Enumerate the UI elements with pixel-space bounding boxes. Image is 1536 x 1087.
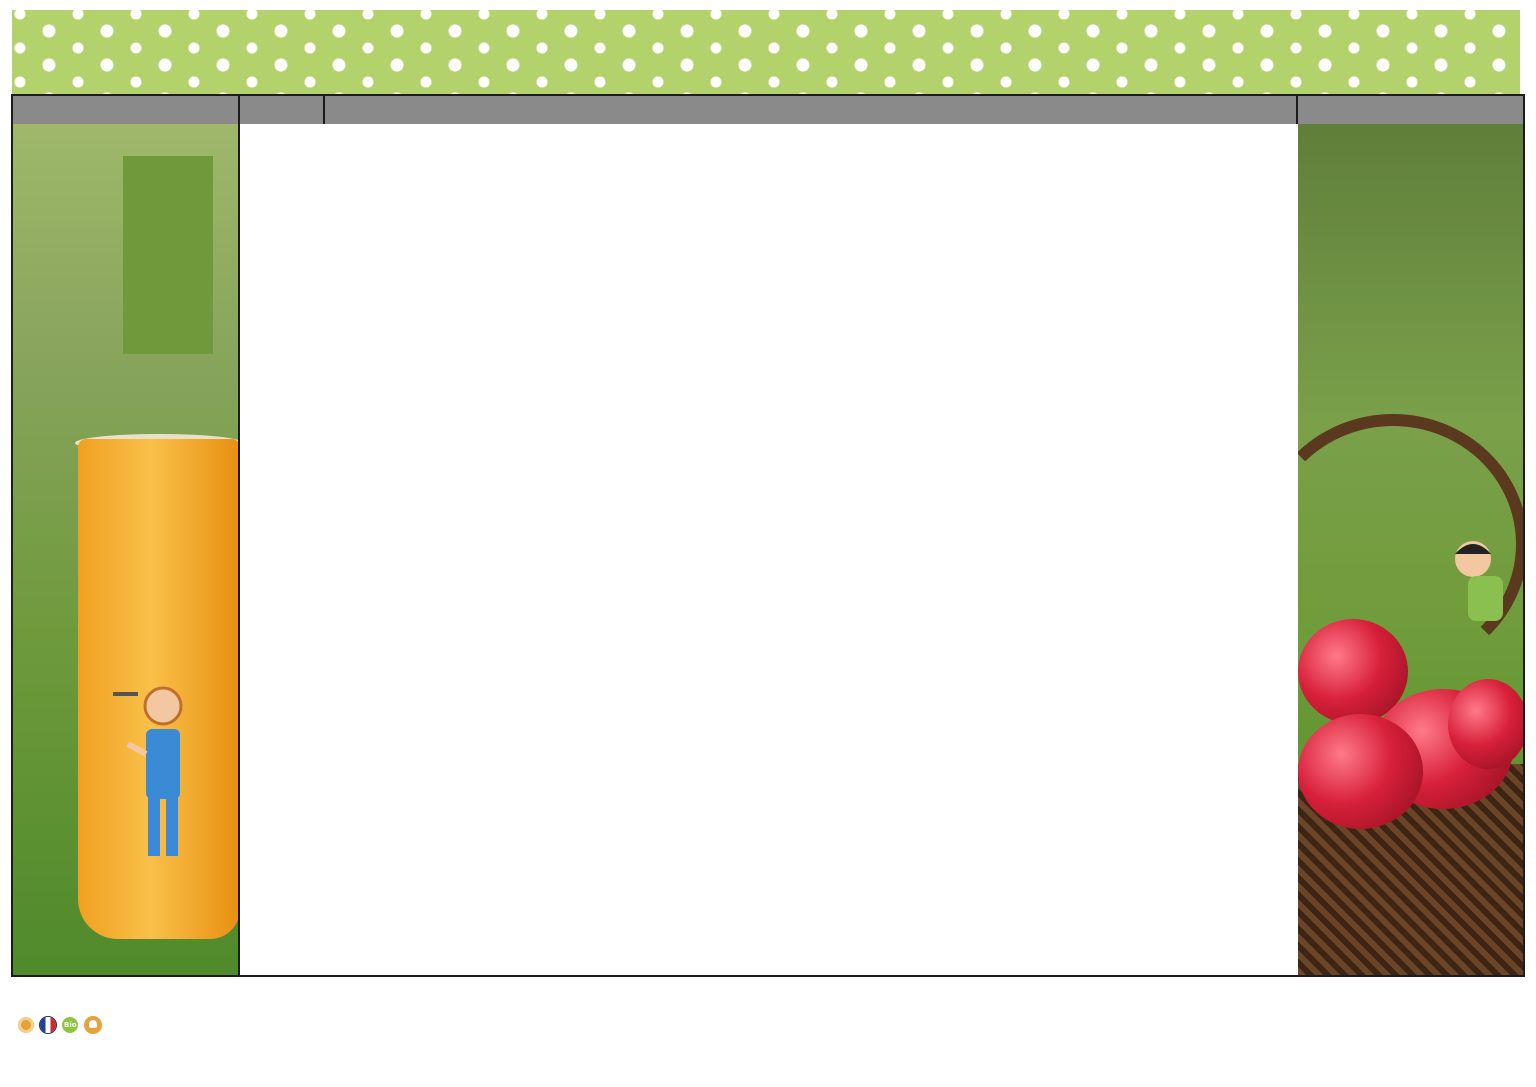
left-photo-boot (13, 124, 240, 975)
gardener-girl-illustration (108, 674, 218, 874)
header-cell-right (1298, 96, 1523, 124)
label-icon (18, 1017, 34, 1033)
apple-decoration (1298, 714, 1423, 829)
menu-column-header (325, 96, 1298, 124)
header-banner (12, 10, 1520, 94)
apple-decoration (1448, 679, 1523, 769)
climbing-child-illustration (1448, 534, 1523, 634)
bio-icon: Bio (62, 1017, 78, 1033)
header-cell-day (240, 96, 325, 124)
legend (17, 1019, 103, 1037)
france-flag-icon (40, 1017, 56, 1033)
header-cell-left (13, 96, 240, 124)
right-photo-apples (1298, 124, 1523, 975)
menu-table (11, 94, 1525, 977)
api-logo (123, 156, 213, 354)
signature-icon (84, 1016, 102, 1034)
